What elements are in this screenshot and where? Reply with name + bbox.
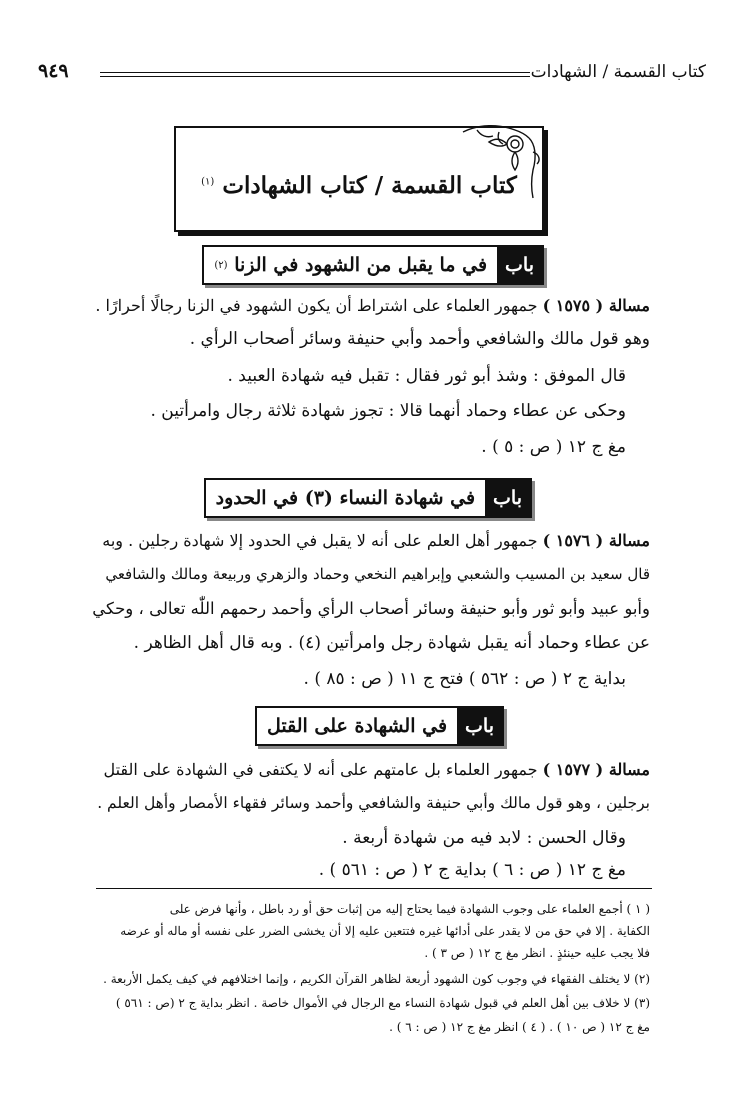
section-heading-1 — [202, 245, 544, 285]
paragraph-line: وقال الحسن : لابد فيه من شهادة أربعة . — [342, 828, 626, 848]
section-heading-3 — [255, 706, 504, 746]
masala-label: مسالة ( ١٥٧٧ ) — [542, 760, 650, 779]
masala-label: مسالة ( ١٥٧٥ ) — [542, 296, 650, 315]
running-title: كتاب القسمة / الشهادات — [530, 62, 706, 82]
chapter-title-frame — [174, 126, 544, 232]
paragraph-line: وأبو عبيد وأبو ثور وأبو حنيفة وسائر أصحاب الرأي وأحمد رحمهم اللّٰه تعالى ، وحكي — [92, 599, 650, 618]
paragraph-line: مسالة ( ١٥٧٦ ) جمهور أهل العلم على أنه لا يقبل في الحدود إلا شهادة رجلين . وبه — [102, 531, 650, 550]
paragraph-line: قال الموفق : وشذ أبو ثور فقال : تقبل فيه شهادة العبيد . — [227, 366, 626, 386]
section-title: في الشهادة على القتل — [257, 708, 457, 744]
paragraph-line: عن عطاء وحماد أنه يقبل شهادة رجل وامرأتين (٤) . وبه قال أهل الظاهر . — [133, 633, 650, 653]
source-reference: مغ ج ١٢ ( ص : ٥ ) . — [481, 437, 626, 457]
section-tag: باب — [485, 480, 530, 516]
section-tag: باب — [497, 247, 542, 283]
source-reference: بداية ج ٢ ( ص : ٥٦٢ ) فتح ج ١١ ( ص : ٨٥ ) . — [303, 669, 626, 689]
paragraph-line: وهو قول مالك والشافعي وأحمد وأبي حنيفة وسائر أصحاب الرأي . — [189, 329, 650, 349]
page-number: ٩٤٩ — [38, 60, 69, 82]
footnote-line: (٣) لا خلاف بين أهل العلم في قبول شهادة النساء مع الرجال في الأموال خاصة . انظر بداية ج ٢ (ص : ٥٦١ ) — [115, 996, 650, 1010]
paragraph-line: مسالة ( ١٥٧٧ ) جمهور العلماء بل عامتهم على أنه لا يكتفى في الشهادة على القتل — [103, 760, 650, 779]
section-tag: باب — [457, 708, 502, 744]
footnote-line: فلا يجب عليه حينئذٍ . انظر مغ ج ١٢ ( ص ٣ ) . — [424, 946, 650, 960]
footnote-line: الكفاية . إلا في حق من لا يقدر على أدائها غيره فتتعين عليه إلا أن يخشى الضرر على نفسه أو ماله أو عرضه — [120, 924, 650, 938]
source-reference: مغ ج ١٢ ( ص : ٦ ) بداية ج ٢ ( ص : ٥٦١ ) . — [318, 860, 626, 880]
paragraph-line: وحكى عن عطاء وحماد أنهما قالا : تجوز شهادة ثلاثة رجال وامرأتين . — [150, 401, 626, 421]
paragraph-line: قال سعيد بن المسيب والشعبي وإبراهيم النخعي وحماد والزهري وربيعة ومالك والشافعي — [105, 565, 650, 583]
footnote-line: ( ١ ) أجمع العلماء على وجوب الشهادة فيما يحتاج إليه من إثبات حق أو رد باطل ، وأنها فرض على — [169, 902, 650, 916]
footnote-rule — [96, 888, 652, 889]
section-title: في شهادة النساء (٣) في الحدود — [206, 480, 485, 516]
running-header — [38, 60, 706, 90]
section-title: في ما يقبل من الشهود في الزنا (٢) — [204, 247, 497, 283]
masala-label: مسالة ( ١٥٧٦ ) — [542, 531, 650, 550]
chapter-title-note: (١) — [201, 176, 215, 188]
footnote-line: مغ ج ١٢ ( ص ١٠ ) . ( ٤ ) انظر مغ ج ١٢ ( ص : ٦ ) . — [389, 1020, 650, 1034]
header-rule — [100, 72, 530, 77]
chapter-title — [176, 172, 542, 199]
paragraph-line: برجلين ، وهو قول مالك وأبي حنيفة والشافعي وأحمد وسائر فقهاء الأمصار وأهل العلم . — [97, 794, 650, 812]
footnote-line: (٢) لا يختلف الفقهاء في وجوب كون الشهود أربعة لظاهر القرآن الكريم ، وإنما اختلافهم في كيف يكمل الأربعة . — [103, 972, 650, 986]
paragraph-line: مسالة ( ١٥٧٥ ) جمهور العلماء على اشتراط أن يكون الشهود في الزنا رجالًا أحرارًا . — [95, 296, 650, 315]
chapter-title-text: كتاب القسمة / كتاب الشهادات — [222, 172, 517, 199]
section-heading-2 — [204, 478, 532, 518]
